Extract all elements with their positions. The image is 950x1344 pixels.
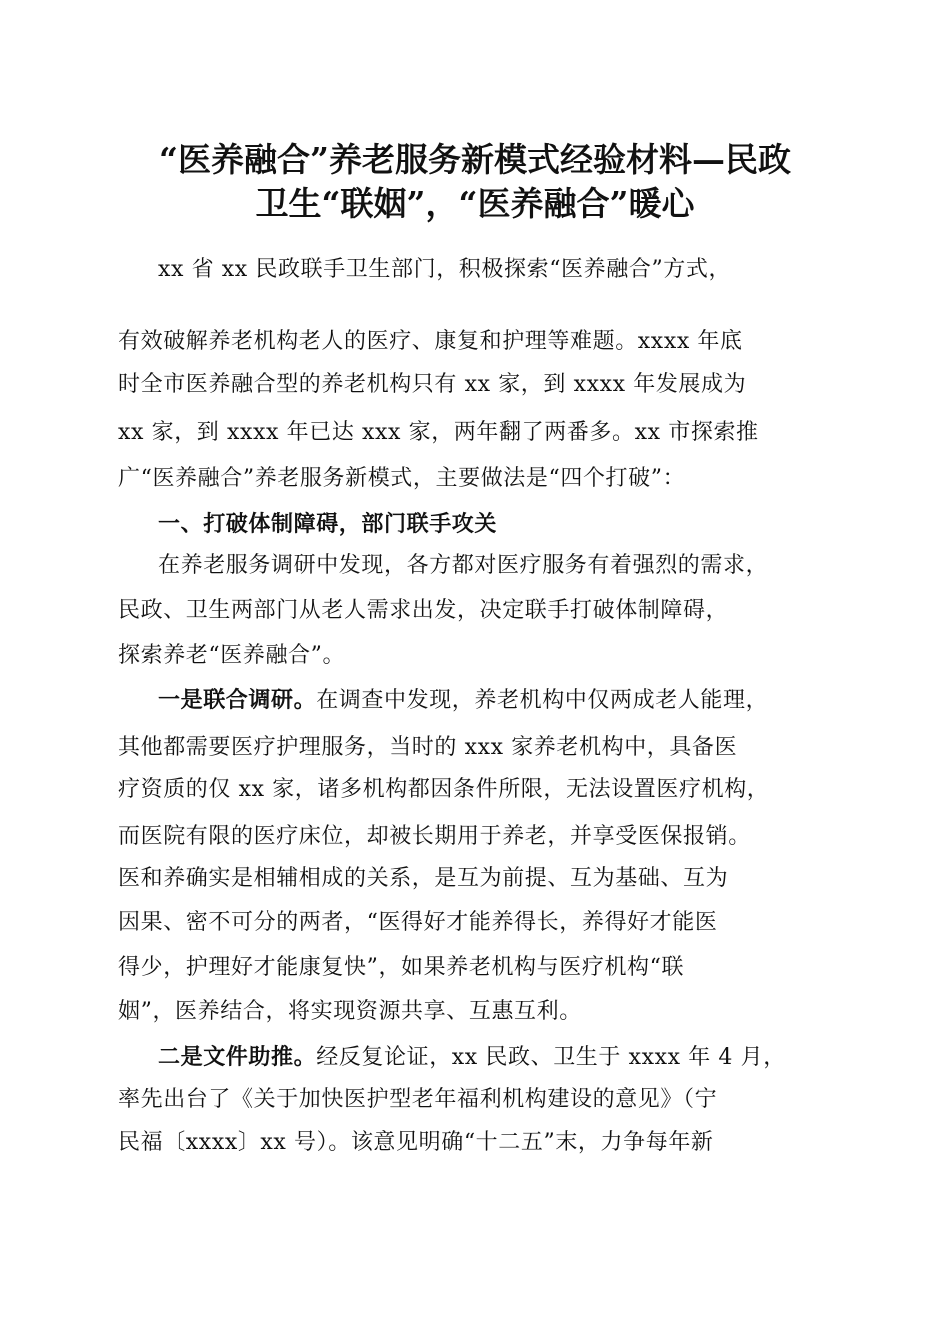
item-1-line-1: 在调查中发现，养老机构中仅两成老人能理， bbox=[316, 688, 769, 713]
document-title-line-2: 卫生“联姻”，“医养融合”暖心 bbox=[255, 184, 695, 223]
item-2-first-line bbox=[158, 1042, 786, 1073]
item-1-lead: 一是联合调研。 bbox=[158, 687, 317, 713]
item-1-line-5: 医和养确实是相辅相成的关系，是互为前提、互为基础、互为 bbox=[118, 866, 729, 891]
item-2-lead: 二是文件助推。 bbox=[158, 1044, 317, 1070]
item-1-line-6: 因果、密不可分的两者，“医得好才能养得长，养得好才能医 bbox=[118, 910, 718, 935]
section-1-heading: 一、打破体制障碍，部门联手攻关 bbox=[158, 512, 498, 537]
intro-line-4: xx 家，到 xxxx 年已达 xxx 家，两年翻了两番多。xx 市探索推 bbox=[118, 420, 759, 445]
item-1-line-8: 姻”，医养结合，将实现资源共享、互惠互利。 bbox=[118, 999, 582, 1024]
section-1-line-2: 民政、卫生两部门从老人需求出发，决定联手打破体制障碍， bbox=[118, 598, 729, 623]
section-1-line-1: 在养老服务调研中发现，各方都对医疗服务有着强烈的需求， bbox=[158, 553, 769, 578]
intro-line-5: 广“医养融合”养老服务新模式，主要做法是“四个打破”： bbox=[118, 466, 686, 491]
item-1-first-line bbox=[158, 685, 768, 716]
item-2-line-1: 经反复论证，xx 民政、卫生于 xxxx 年 4 月， bbox=[316, 1045, 786, 1070]
intro-line-1: xx 省 xx 民政联手卫生部门，积极探索“医养融合”方式， bbox=[158, 257, 732, 282]
item-1-line-2: 其他都需要医疗护理服务，当时的 xxx 家养老机构中，具备医 bbox=[118, 735, 738, 760]
item-1-line-4: 而医院有限的医疗床位，却被长期用于养老，并享受医保报销。 bbox=[118, 824, 751, 849]
item-1-line-7: 得少，护理好才能康复快”，如果养老机构与医疗机构“联 bbox=[118, 955, 685, 980]
intro-line-2: 有效破解养老机构老人的医疗、康复和护理等难题。xxxx 年底 bbox=[118, 329, 743, 354]
section-1-line-3: 探索养老“医养融合”。 bbox=[118, 643, 346, 668]
item-2-line-3: 民福〔xxxx〕xx 号）。该意见明确“十二五”末，力争每年新 bbox=[118, 1130, 714, 1155]
item-1-line-3: 疗资质的仅 xx 家，诸多机构都因条件所限，无法设置医疗机构， bbox=[118, 777, 770, 802]
document-title-line-1: “医养融合”养老服务新模式经验材料—民政 bbox=[159, 140, 791, 179]
item-2-line-2: 率先出台了《关于加快医护型老年福利机构建设的意见》（宁 bbox=[118, 1087, 718, 1112]
intro-line-3: 时全市医养融合型的养老机构只有 xx 家，到 xxxx 年发展成为 bbox=[118, 372, 747, 397]
